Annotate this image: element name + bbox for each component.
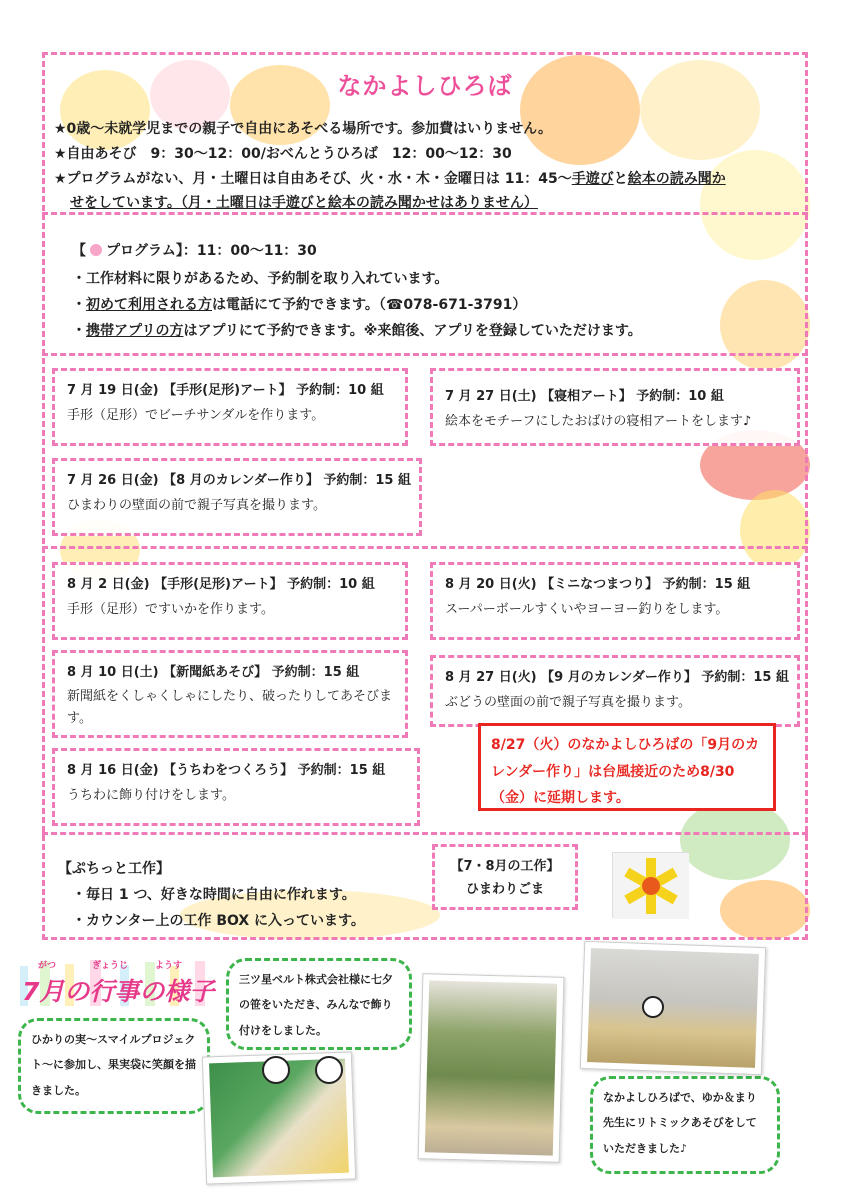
event-desc: スーパーボールすくいやヨーヨー釣りをします。 [445,602,729,617]
bullet-underline: 携帯アプリの方 [86,323,184,339]
event-title: 7 月 27 日(土) 【寝相アート】 予約制：10 組 [445,389,724,404]
craft-box [432,844,578,910]
intro-underline: 手遊び [571,171,614,187]
tanabata-bamboo-photo [418,973,565,1163]
program-bullet: ・工作材料に限りがあるため、予約制を取り入れています。 [72,271,449,287]
event-desc: ひまわりの壁面の前で親子写真を撮ります。 [67,498,326,513]
intro-text: ★プログラムがない、月・土曜日は自由あそび、火・水・木・金曜日は 11：45～ [54,171,572,187]
section-divider [42,353,808,356]
july-section-title: 7月の行事の様子 [22,977,215,1006]
intro-underline: せをしています。（月・土曜日は手遊びと絵本の読み聞かせはありません） [70,195,538,211]
intro-text: と [613,171,628,187]
sunflower-top-photo [612,852,688,918]
event-title: 7 月 19 日(金) 【手形(足形)アート】 予約制：10 組 [67,383,384,398]
event-desc: 絵本をモチーフにしたおばけの寝相アートをします♪ [445,414,752,429]
speech-bubble: 三ツ星ベルト株式会社様に七夕の笹をいただき、みんなで飾り付けをしました。 [226,958,412,1050]
bullet-mark: ・ [72,323,86,339]
event-title: 7 月 26 日(金) 【8 月のカレンダー作り】 予約制：15 組 [67,473,411,488]
program-bracket: 【 [72,243,86,259]
photo-image [425,980,557,1155]
section-divider [42,832,808,835]
program-time: プログラム】：11：00～11：30 [106,243,317,259]
face-cover-circle [315,1056,343,1084]
bullet-mark: ・ [72,297,86,313]
event-title: 8 月 10 日(土) 【新聞紙あそび】 予約制：15 組 [67,665,360,680]
event-desc: 手形（足形）ですいかを作ります。 [67,602,274,617]
petit-heading: 【ぷちっと工作】 [58,861,170,877]
face-cover-circle [262,1056,290,1084]
ruby-text: がつ [38,961,57,971]
event-card [52,748,420,826]
section-divider [42,546,808,549]
photo-image [587,948,759,1068]
petit-line: ・毎日 1 つ、好きな時間に自由に作れます。 [72,887,356,903]
ruby-text: ぎょうじ [92,961,129,971]
bullet-text: は電話にて予約できます。（☎078-671-3791） [212,297,527,313]
intro-line: ★自由あそび 9：30～12：00/おべんとうひろば 12：00～12：30 [54,146,512,162]
program-bullet [72,320,642,340]
face-cover-circle [642,996,664,1018]
event-title: 8 月 2 日(金) 【手形(足形)アート】 予約制：10 組 [67,577,375,592]
program-heading [72,240,317,260]
event-desc: 新聞紙をくしゃくしゃにしたり、破ったりしてあそびます。 [67,689,393,727]
craft-name: ひまわりごま [465,882,544,898]
craft-label: 【7・8月の工作】 [450,859,560,874]
petit-line: ・カウンター上の工作 BOX に入っています。 [72,913,365,929]
intro-line [54,168,726,188]
sunflower-top-icon [613,853,689,919]
intro-line: ★0歳～未就学児までの親子で自由にあそべる場所です。参加費はいりません。 [54,121,553,137]
ruby-text: ようす [155,961,183,971]
speech-bubble: ひかりの実～スマイルプロジェクト～に参加し、果実袋に笑顔を描きました。 [18,1018,210,1114]
bullet-underline: 初めて利用される方 [86,297,212,313]
event-title: 8 月 20 日(火) 【ミニなつまつり】 予約制：15 組 [445,577,751,592]
intro-line [70,192,538,212]
intro-underline: 絵本の読み聞か [627,171,726,187]
event-card [52,368,408,446]
postponement-notice: 8/27（火）のなかよしひろばの「9月のカレンダー作り」は台風接近のため8/30（金）に延期します。 [478,723,776,811]
event-card [52,562,408,640]
bullet-text: はアプリにて予約できます。※来館後、アプリを登録していただけます。 [183,323,642,339]
event-card [52,458,422,536]
event-card [430,368,800,446]
section-divider [42,212,808,215]
program-bullet [72,294,526,314]
rhythmic-play-photo [580,941,766,1075]
page-title: なかよしひろば [337,72,513,100]
event-card [430,562,800,640]
event-title: 8 月 27 日(火) 【9 月のカレンダー作り】 予約制：15 組 [445,670,789,685]
event-title: 8 月 16 日(金) 【うちわをつくろう】 予約制：15 組 [67,763,386,778]
flower-icon [90,244,102,256]
event-card [52,650,408,738]
speech-bubble: なかよしひろばで、ゆか＆まり先生にリトミックあそびをしていただきました♪ [590,1076,780,1174]
event-desc: うちわに飾り付けをします。 [67,788,235,803]
event-desc: ぶどうの壁面の前で親子写真を撮ります。 [445,695,691,710]
event-desc: 手形（足形）でビーチサンダルを作ります。 [67,408,325,423]
event-card [430,655,800,727]
